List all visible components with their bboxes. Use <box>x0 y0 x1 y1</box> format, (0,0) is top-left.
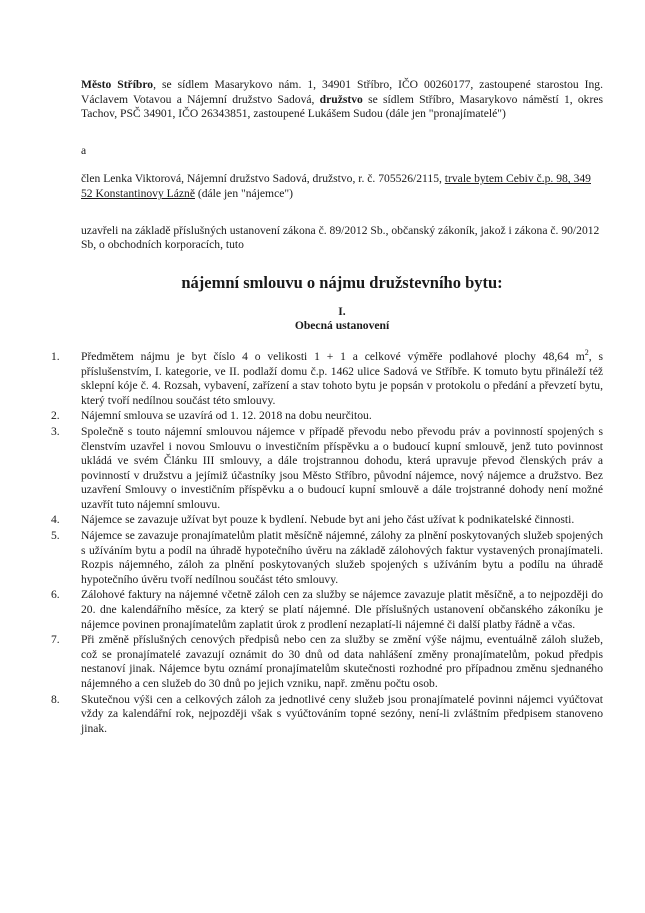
clause-text: Nájemní smlouva se uzavírá od 1. 12. 2018 na dobu neurčitou. <box>81 409 372 423</box>
clause-number: 1. <box>51 349 60 363</box>
clause-superscript: 2 <box>584 348 589 358</box>
clause-text: Předmětem nájmu je byt číslo 4 o velikosti 1 + 1 a celkové výměře podlahové plochy 48,64 m <box>81 349 585 363</box>
landlord-party <box>81 78 603 122</box>
landlord-name: Město Stříbro <box>81 78 154 91</box>
clause-number: 3. <box>51 424 60 438</box>
clause-number: 4. <box>51 513 60 527</box>
clause-item <box>51 513 603 528</box>
clause-item <box>51 409 603 424</box>
clause-number: 8. <box>51 692 60 706</box>
party-separator: a <box>81 143 87 157</box>
clause-text-continued: , s příslušenstvím, I. kategorie, ve II. podlaží domu č.p. 1462 ulice Sadová ve Stříbře. K tomuto bytu přináleží též sklepní kóje č. 4. Rozsah, vybavení, zařízení a stav tohoto bytu je popsán v protokolu o předání a převzetí bytu, který tvoří nedílnou součást této smlouvy. <box>81 349 604 407</box>
clause-item <box>51 425 603 513</box>
clause-number: 5. <box>51 529 60 543</box>
clause-item <box>51 350 603 408</box>
clause-text: Společně s touto nájemní smlouvou nájemce v případě převodu nebo převodu práv a povinností spojených s členstvím uzavřel i novou Smlouvu o investičním příspěvku a o budoucí kupní smlouvě, jenž tuto povinnost ukládá ve svém Článku III smlouvy, a dále trojstrannou dohodu, která upravuje převod členských práv a povinností v družstvu a jejímiž účastníky jsou Město Stříbro, původní nájemce, nový nájemce a družstvo. Bez uzavření Smlouvy o investičním příspěvku a o budoucí kupní smlouvě a dále trojstranné dohody není možné uzavřít tuto nájemní smlouvu. <box>81 424 603 511</box>
clause-number: 7. <box>51 633 60 647</box>
landlord-details-2: se sídlem Stříbro, Masarykovo náměstí 1, okres Tachov, PSČ 34901, IČO 26343851, zastoupené Lukášem Sudou (dále jen "pronajímatelé") <box>81 92 603 121</box>
section-title: Obecná ustanovení <box>294 319 390 333</box>
tenant-details: člen Lenka Viktorová, Nájemní družstvo Sadová, družstvo, r. č. 705526/2115, <box>81 172 445 186</box>
clause-text: Skutečnou výši cen a celkových záloh za jednotlivé ceny služeb jsou pronajímatelé povinni nájemci vyúčtovat vždy za kalendářní rok, nejpozději však s vyúčtováním topné sezóny, není-li zvláštním předpisem stanoveno jinak. <box>81 692 603 735</box>
tenant-suffix: (dále jen "nájemce") <box>194 186 293 200</box>
clause-text: Nájemce se zavazuje pronajímatelům platit měsíčně nájemné, zálohy za plnění poskytovaných služeb spojených s užíváním bytu a podíl na úhradě hypotečního úvěru na základě zálohových faktur vystavených pronajímateli. Rozpis nájemného, záloh za plnění poskytovaných služeb spojených s užíváním bytu a podílu na úhradě hypotečního úvěru tvoří nedílnou součást této smlouvy. <box>81 529 603 586</box>
clause-list <box>51 350 603 736</box>
landlord-details-1: , se sídlem Masarykovo nám. 1, 34901 Stříbro, IČO 00260177, zastoupené starostou Ing. Václavem Votavou a Nájemní družstvo Sadová, <box>81 78 604 106</box>
tenant-address: trvale bytem Cebiv č.p. 98, 349 52 Konstantinovy Lázně <box>81 172 591 200</box>
clause-number: 2. <box>51 409 60 423</box>
clause-item <box>51 633 603 691</box>
clause-item <box>51 588 603 632</box>
landlord-coop-word: družstvo <box>319 92 363 106</box>
section-number: I. <box>338 304 346 318</box>
clause-text: Nájemce se zavazuje užívat byt pouze k bydlení. Nebude byt ani jeho část užívat k podnikatelské činnosti. <box>81 513 575 527</box>
clause-number: 6. <box>51 588 60 602</box>
clause-text: Při změně příslušných cenových předpisů nebo cen za služby se změní výše nájmu, eventuálně záloh služeb, což se pronajímatelé zavazují oznámit do 30 dnů od data nahlášení změny pronajímatelům, pokud předpis nestanoví jinak. Nájemce bytu oznámí pronajímatelům skutečnosti rozhodné pro případnou změnu sjednaného nájemného a cen služeb do 30 dnů po jejich vzniku, např. změnu počtu osob. <box>81 633 603 690</box>
clause-item <box>51 693 603 737</box>
document-title: nájemní smlouvu o nájmu družstevního bytu: <box>181 272 503 292</box>
clause-text: Zálohové faktury na nájemné včetně záloh cen za služby se nájemce zavazuje platit měsíčně, a to nejpozději do 20. dne kalendářního měsíce, za který se platí nájemné. Dle příslušných ustanovení občanského zákoníku je nájemce povinen pronajímatelům zaplatit úrok z prodlení nezaplatí-li nájemné či další platby řádně a včas. <box>81 588 603 631</box>
clause-item <box>51 529 603 587</box>
tenant-party <box>81 172 603 201</box>
legal-basis: uzavřeli na základě příslušných ustanovení zákona č. 89/2012 Sb., občanský zákoník, jakož i zákona č. 90/2012 Sb, o obchodních korporacích, tuto <box>81 223 600 252</box>
